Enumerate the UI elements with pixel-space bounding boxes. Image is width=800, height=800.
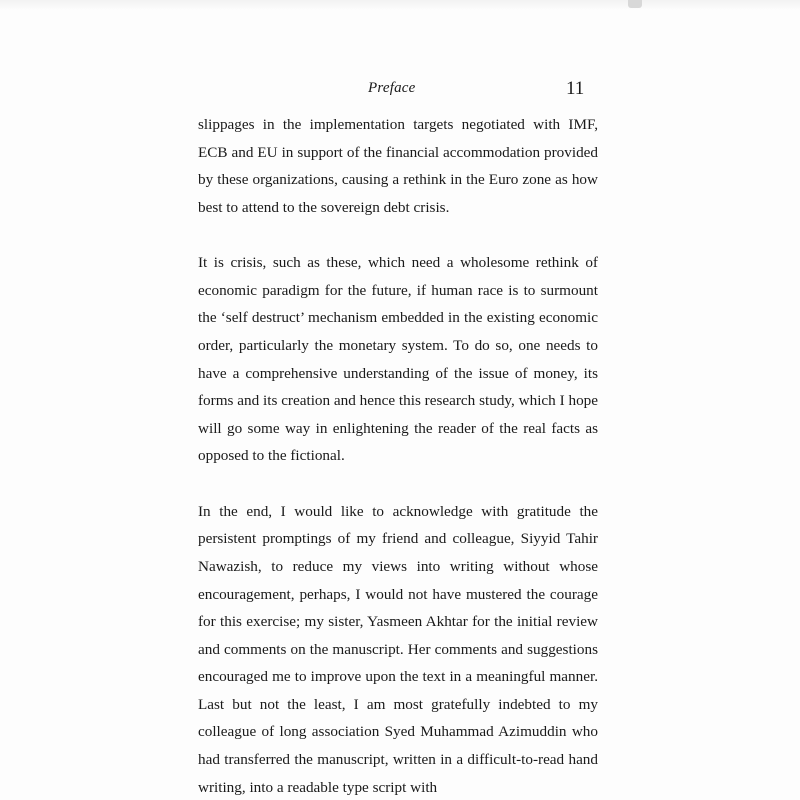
paragraph-1: slippages in the implementation targets negotiated with IMF, ECB and EU in support of the financial accommodation provided by these organizations, causing a rethink in the Euro zone as how best to attend to the sovereign debt crisis. bbox=[198, 116, 598, 216]
page-top-edge bbox=[0, 0, 800, 10]
running-title: Preface bbox=[368, 80, 416, 96]
running-head bbox=[0, 74, 800, 104]
paragraph-2: It is crisis, such as these, which need a wholesome rethink of economic paradigm for the future, if human race is to surmount the ‘self destruct’ mechanism embedded in the existing economic order, particularly the monetary system. To do so, one needs to have a comprehensive understanding of the issue of money, its forms and its creation and hence this research study, which I hope will go some way in enlightening the reader of the real facts as opposed to the fictional. bbox=[198, 254, 598, 465]
body-text bbox=[198, 111, 598, 800]
paragraph-3: In the end, I would like to acknowledge with gratitude the persistent promptings of my friend and colleague, Siyyid Tahir Nawazish, to reduce my views into writing without whose encouragement, perhaps, I would not have mustered the courage for this exercise; my sister, Yasmeen Akhtar for the initial review and comments on the manuscript. Her comments and suggestions encouraged me to improve upon the text in a meaningful manner. Last but not the least, I am most gratefully indebted to my colleague of long association Syed Muhammad Azimuddin who had transferred the manuscript, written in a difficult-to-read hand writing, into a readable type script with bbox=[198, 502, 598, 796]
page-top-mark bbox=[628, 0, 642, 8]
page-number: 11 bbox=[566, 78, 585, 99]
